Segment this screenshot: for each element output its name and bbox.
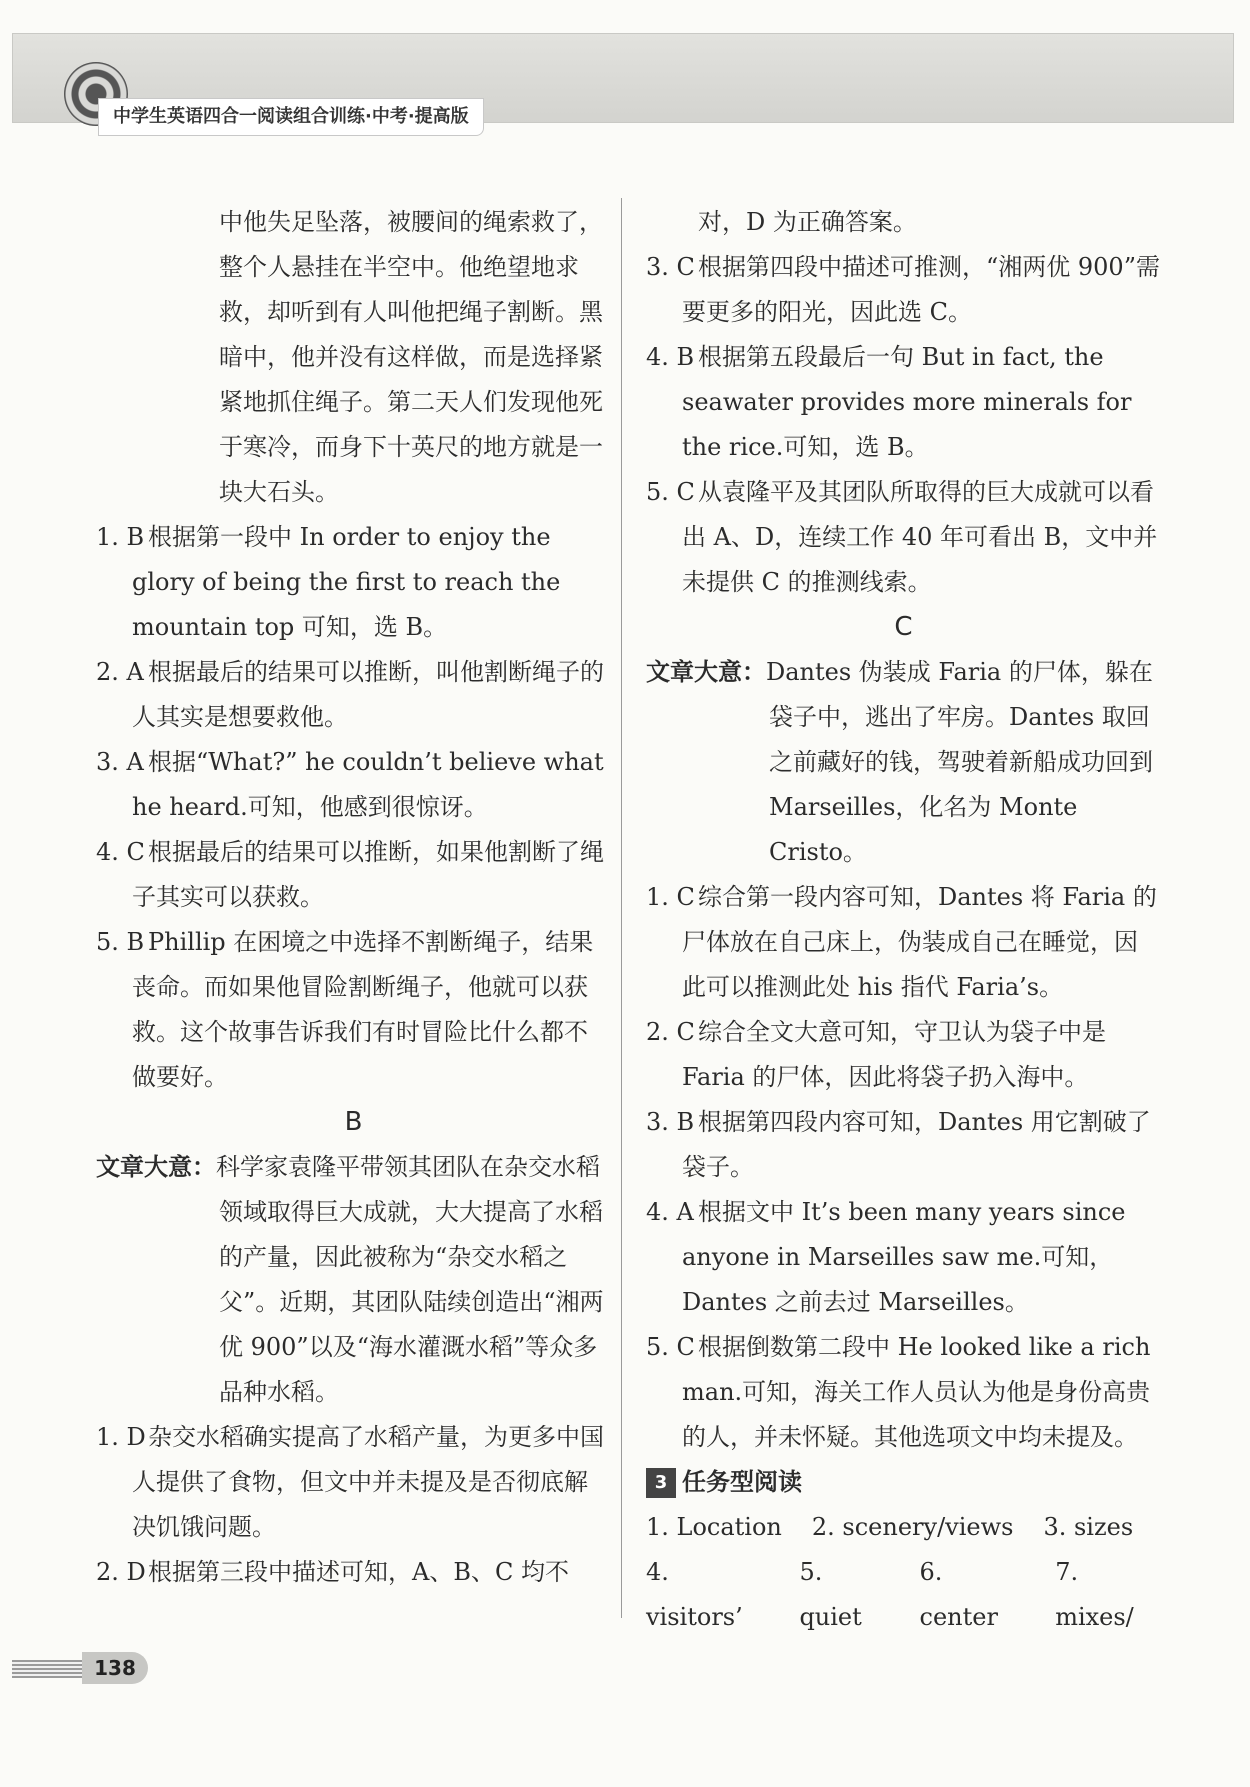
page-number: 138 [82,1652,148,1684]
answer-item [96,920,611,1100]
answer-explanation: 根据最后的结果可以推断，叫他割断绳子的人其实是想要救他。 [132,658,604,731]
answer-explanation: 杂交水稻确实提高了水稻产量，为更多中国人提供了食物，但文中并未提及是否彻底解决饥饿问题。 [132,1423,604,1541]
answer-key: 4. B [646,343,695,371]
summary-text: 科学家袁隆平带领其团队在杂交水稻领域取得巨大成就，大大提高了水稻的产量，因此被称为“杂交水稻之父”。近期，其团队陆续创造出“湘两优 900”以及“海水灌溉水稻”等众多品种水稻。 [216,1153,604,1406]
answer-explanation: 根据最后的结果可以推断，如果他割断了绳子其实可以获救。 [132,838,604,911]
answer-explanation: 综合全文大意可知，守卫认为袋子中是 Faria 的尸体，因此将袋子扔入海中。 [682,1018,1106,1091]
answer-item [646,1100,1161,1190]
answer-key: 2. A [96,658,144,686]
answer-key: 3. A [96,748,144,776]
answer-item [646,470,1161,605]
task-answer: 4. visitors’ [646,1558,743,1631]
answer-key: 5. C [646,1333,695,1361]
task-reading-heading [646,1460,1161,1505]
task-answer: 5. quiet [799,1558,862,1631]
answer-key: 5. B [96,928,145,956]
answer-item [96,740,611,830]
section-b-answers-part2 [646,245,1161,605]
answer-key: 2. D [96,1558,146,1586]
task-answer: 7. mixes/ [1055,1558,1134,1631]
section-c-summary [646,650,1161,875]
answer-item [96,830,611,920]
task-answer: 3. sizes [1043,1513,1134,1541]
answer-key: 3. B [646,1108,695,1136]
footer-stripes [12,1660,82,1678]
answer-item [646,335,1161,470]
task-answers-row-2 [646,1550,1161,1640]
task-answers-row-1 [646,1505,1161,1550]
answer-key: 1. C [646,883,695,911]
answer-key: 4. A [646,1198,694,1226]
answer-explanation: 根据第三段中描述可知，A、B、C 均不 [148,1558,569,1586]
section-b-heading: B [344,1107,363,1137]
answer-item [646,245,1161,335]
answer-explanation: 从袁隆平及其团队所取得的巨大成就可以看出 A、D，连续工作 40 年可看出 B，文中并未提供 C 的推测线索。 [682,478,1158,596]
right-column [646,200,1161,1640]
answer-explanation: 根据第一段中 In order to enjoy the glory of being the first to reach the mountain top 可知，选 B。 [132,523,561,641]
summary-text: Dantes 伪装成 Faria 的尸体，躲在袋子中，逃出了牢房。Dantes 取回之前藏好的钱，驾驶着新船成功回到 Marseilles，化名为 Monte Cristo。 [766,658,1153,866]
summary-label: 文章大意： [96,1153,216,1181]
answer-explanation: 根据文中 It’s been many years since anyone in Marseilles saw me.可知，Dantes 之前去过 Marseilles。 [682,1198,1126,1316]
answer-item [96,650,611,740]
section-c-answers [646,875,1161,1460]
answer-key: 2. C [646,1018,695,1046]
section-a-answers [96,515,611,1100]
answer-key: 1. D [96,1423,146,1451]
answer-explanation: 综合第一段内容可知，Dantes 将 Faria 的尸体放在自己床上，伪装成自己在睡觉，因此可以推测此处 his 指代 Faria’s。 [682,883,1157,1001]
answer-explanation: 根据“What?” he couldn’t believe what he heard.可知，他感到很惊讶。 [132,748,604,821]
section-number-badge: 3 [646,1468,676,1498]
answer-explanation: 根据倒数第二段中 He looked like a rich man.可知，海关工作人员认为他是身份高贵的人，并未怀疑。其他选项文中均未提及。 [682,1333,1151,1451]
left-column [96,200,611,1595]
answer-item [646,875,1161,1010]
answer-item [646,1010,1161,1100]
answer-item [96,515,611,650]
answer-key: 5. C [646,478,695,506]
section-b-answers-part1 [96,1415,611,1595]
answer-explanation: 根据第四段中描述可推测，“湘两优 900”需要更多的阳光，因此选 C。 [682,253,1160,326]
answer-continuation: 对，D 为正确答案。 [698,208,917,236]
task-answer: 1. Location [646,1513,782,1541]
section-b-summary [96,1145,611,1415]
answer-item [646,1190,1161,1325]
task-reading-title: 任务型阅读 [682,1468,802,1496]
answer-key: 1. B [96,523,145,551]
book-title: 中学生英语四合一阅读组合训练·中考·提高版 [98,98,484,136]
answer-item [96,1415,611,1550]
task-answer: 2. scenery/views [811,1513,1014,1541]
section-c-heading: C [894,612,913,642]
column-divider [621,198,622,1618]
answer-key: 3. C [646,253,695,281]
summary-label: 文章大意： [646,658,766,686]
answer-item [96,1550,611,1595]
answer-explanation: Phillip 在困境之中选择不割断绳子，结果丧命。而如果他冒险割断绳子，他就可以获救。这个故事告诉我们有时冒险比什么都不做要好。 [132,928,594,1091]
answer-explanation: 根据第四段内容可知，Dantes 用它割破了袋子。 [682,1108,1151,1181]
task-answer: 6. center [919,1558,998,1631]
answer-item [646,1325,1161,1460]
story-continuation: 中他失足坠落，被腰间的绳索救了，整个人悬挂在半空中。他绝望地求救，却听到有人叫他把绳子割断。黑暗中，他并没有这样做，而是选择紧紧地抓住绳子。第二天人们发现他死于寒冷，而身下十英尺的地方就是一块大石头。 [219,208,603,506]
answer-explanation: 根据第五段最后一句 But in fact, the seawater provides more minerals for the rice.可知，选 B。 [682,343,1132,461]
answer-key: 4. C [96,838,145,866]
